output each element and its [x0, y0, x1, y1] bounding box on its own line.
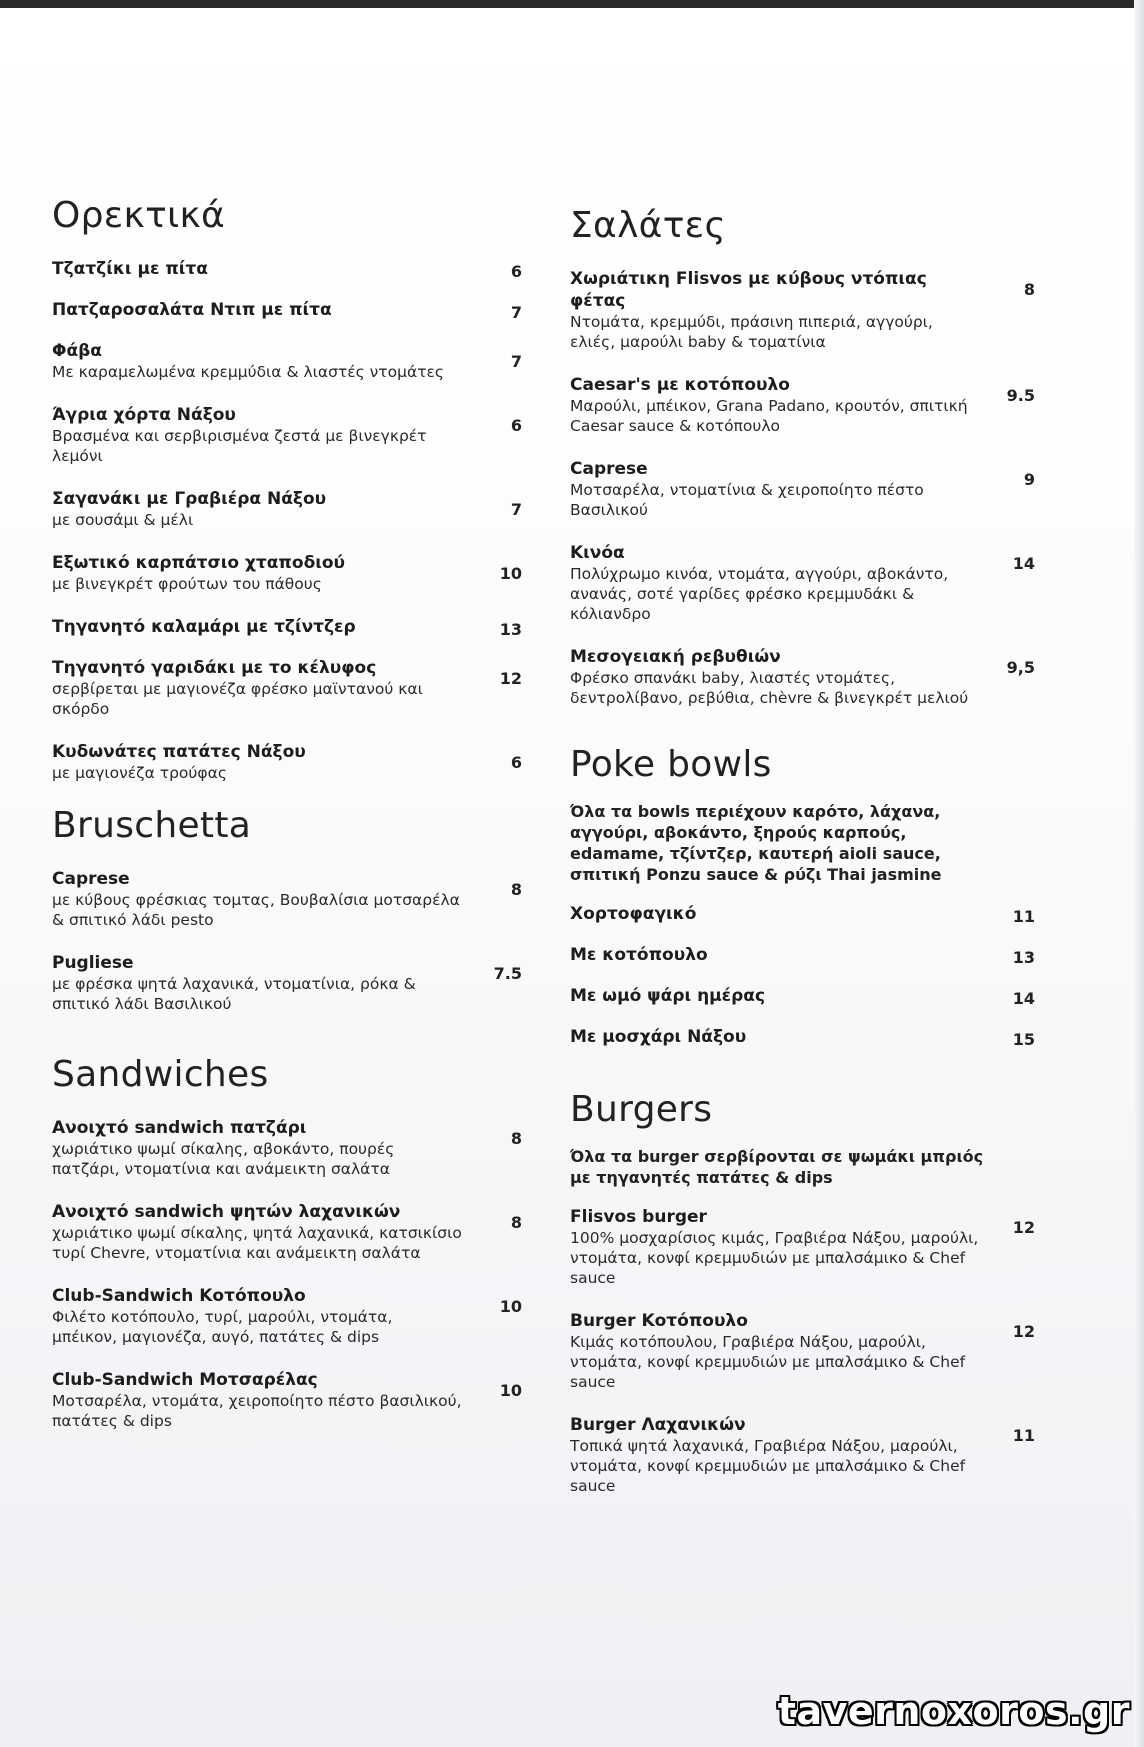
menu-item-text [570, 1206, 980, 1288]
menu-item-name: Τηγανητό καλαμάρι με τζίντζερ [52, 617, 356, 637]
section-intro: Όλα τα bowls περιέχουν καρότο, λάχανα, αγγούρι, αβοκάντο, ξηρούς καρπούς, edamame, τζίντζερ, καυτερή aioli sauce, σπιτική Ponzu sauce & ρύζι Thai jasmine [570, 802, 942, 884]
menu-item-text [570, 1414, 980, 1496]
menu-item [570, 1310, 1035, 1392]
menu-item-description: Πολύχρωμο κινόα, ντομάτα, αγγούρι, αβοκάντο, ανανάς, σοτέ γαρίδες φρέσκο κρεμμυδάκι & κόλιανδρο [570, 565, 949, 623]
menu-item-name: Κινόα [570, 543, 625, 563]
menu-item-description: Βρασμένα και σερβιρισμένα ζεστά με βινεγκρέτ λεμόνι [52, 427, 427, 465]
menu-item [52, 488, 522, 530]
menu-section [52, 805, 522, 1014]
menu-section [52, 195, 522, 783]
menu-item [570, 944, 1035, 967]
section-intro: Όλα τα burger σερβίρονται σε ψωμάκι μπριός με τηγανητές πατάτες & dips [570, 1147, 984, 1187]
menu-item-name: Με ωμό ψάρι ημέρας [570, 986, 766, 1006]
menu-item-name: Χωριάτικη Flisvos με κύβους ντόπιας φέτας [570, 269, 927, 311]
menu-item-text [52, 299, 462, 321]
menu-item-text [52, 258, 462, 280]
menu-item [570, 985, 1035, 1008]
menu-item-text [52, 1117, 462, 1179]
menu-item-text [570, 1026, 980, 1048]
menu-item [52, 1117, 522, 1179]
menu-item-description: με κύβους φρέσκιας τομτας, Βουβαλίσια μοτσαρέλα & σπιτικό λάδι pesto [52, 891, 460, 929]
menu-item-text [570, 646, 980, 708]
menu-item-price: 10 [499, 1297, 522, 1316]
menu-item-description: χωριάτικο ψωμί σίκαλης, αβοκάντο, πουρές πατζάρι, ντοματίνια και ανάμεικτη σαλάτα [52, 1140, 395, 1178]
menu-item [570, 458, 1035, 520]
menu-item [52, 616, 522, 639]
menu-item [570, 374, 1035, 436]
menu-item-text [570, 1310, 980, 1392]
menu-item-price: 14 [1012, 989, 1035, 1008]
menu-item-price: 10 [499, 1381, 522, 1400]
menu-item-description: Μαρούλι, μπέικον, Grana Padano, κρουτόν, σπιτική Caesar sauce & κοτόπουλο [570, 397, 968, 435]
menu-item [570, 268, 1035, 352]
section-title: Bruschetta [52, 805, 252, 846]
menu-item-description: με μαγιονέζα τρούφας [52, 764, 227, 782]
menu-item-price: 8 [510, 880, 522, 899]
menu-item-text [570, 458, 980, 520]
menu-item [52, 340, 522, 382]
section-title: Ορεκτικά [52, 195, 226, 236]
menu-item-description: σερβίρεται με μαγιονέζα φρέσκο μαϊντανού και σκόρδο [52, 680, 423, 718]
menu-item-price: 13 [499, 620, 522, 639]
menu-item-name: Φάβα [52, 341, 102, 361]
menu-item-name: Ανοιχτό sandwich πατζάρι [52, 1118, 307, 1138]
menu-item-text [52, 741, 462, 783]
menu-item-price: 14 [1012, 554, 1035, 573]
menu-item-name: Burger Κοτόπουλο [570, 1311, 748, 1331]
menu-item [52, 952, 522, 1014]
site-watermark: tavernoxoros.gr [777, 1689, 1130, 1733]
section-title: Burgers [570, 1089, 713, 1130]
menu-item-price: 7 [510, 303, 522, 322]
menu-item-price: 9,5 [1006, 658, 1035, 677]
left-column [52, 195, 522, 1453]
section-title: Poke bowls [570, 744, 772, 785]
menu-item-price: 12 [499, 669, 522, 688]
menu-item-name: Εξωτικό καρπάτσιο χταποδιού [52, 553, 346, 573]
menu-item-name: Μεσογειακή ρεβυθιών [570, 647, 781, 667]
menu-item-description: χωριάτικο ψωμί σίκαλης, ψητά λαχανικά, κατσικίσιο τυρί Chevre, ντοματίνια και ανάμεικτη σαλάτα [52, 1224, 462, 1262]
menu-item-description: Μοτσαρέλα, ντομάτα, χειροποίητο πέστο βασιλικού, πατάτες & dips [52, 1392, 462, 1430]
menu-item-text [52, 552, 462, 594]
menu-item [52, 299, 522, 322]
menu-item-name: Με μοσχάρι Νάξου [570, 1027, 747, 1047]
menu-item-price: 12 [1012, 1218, 1035, 1237]
menu-item-description: Κιμάς κοτόπουλου, Γραβιέρα Νάξου, μαρούλι, ντομάτα, κονφί κρεμμυδιών με μπαλσάμικο & Chef sauce [570, 1333, 966, 1391]
menu-item-description: με βινεγκρέτ φρούτων του πάθους [52, 575, 322, 593]
menu-item [52, 657, 522, 719]
menu-item [570, 1206, 1035, 1288]
menu-section [570, 744, 1035, 1049]
menu-item-price: 6 [510, 416, 522, 435]
menu-item [570, 542, 1035, 624]
menu-item-text [52, 340, 462, 382]
section-title: Σαλάτες [570, 205, 726, 246]
menu-item [52, 404, 522, 466]
menu-item-name: Ανοιχτό sandwich ψητών λαχανικών [52, 1202, 401, 1222]
menu-section [570, 1089, 1035, 1496]
menu-item-text [52, 1201, 462, 1263]
menu-item-text [52, 404, 462, 466]
menu-item-text [52, 868, 462, 930]
menu-item-price: 9.5 [1006, 386, 1035, 405]
menu-item-name: Τηγανητό γαριδάκι με το κέλυφος [52, 658, 377, 678]
menu-item-description: Μοτσαρέλα, ντοματίνια & χειροποίητο πέστο Βασιλικού [570, 481, 924, 519]
menu-item-text [52, 657, 462, 719]
menu-item-price: 7.5 [493, 964, 522, 983]
menu-item-name: Άγρια χόρτα Νάξου [52, 405, 236, 425]
menu-item-price: 8 [510, 1213, 522, 1232]
menu-item-price: 13 [1012, 948, 1035, 967]
menu-item [52, 1201, 522, 1263]
menu-item [52, 258, 522, 281]
menu-item [52, 741, 522, 783]
menu-item-price: 7 [510, 352, 522, 371]
menu-item-name: Caprese [570, 459, 648, 479]
menu-item-name: Με κοτόπουλο [570, 945, 708, 965]
menu-item-name: Κυδωνάτες πατάτες Νάξου [52, 742, 306, 762]
menu-item-text [570, 542, 980, 624]
menu-item-price: 10 [499, 564, 522, 583]
menu-item-price: 6 [510, 262, 522, 281]
menu-item [52, 1369, 522, 1431]
menu-item-text [52, 1285, 462, 1347]
menu-section [570, 205, 1035, 708]
menu-item-description: με σουσάμι & μέλι [52, 511, 194, 529]
menu-item [52, 552, 522, 594]
menu-item-price: 7 [510, 500, 522, 519]
menu-item-price: 9 [1023, 470, 1035, 489]
menu-item [570, 1414, 1035, 1496]
menu-item-description: Φιλέτο κοτόπουλο, τυρί, μαρούλι, ντομάτα, μπέικον, μαγιονέζα, αυγό, πατάτες & dips [52, 1308, 393, 1346]
menu-item-name: Τζατζίκι με πίτα [52, 259, 208, 279]
photo-right-edge [1134, 0, 1144, 1747]
menu-item-name: Σαγανάκι με Γραβιέρα Νάξου [52, 489, 327, 509]
menu-section [52, 1054, 522, 1431]
menu-item-price: 8 [510, 1129, 522, 1148]
menu-item-name: Club-Sandwich Κοτόπουλο [52, 1286, 306, 1306]
menu-item-name: Club-Sandwich Μοτσαρέλας [52, 1370, 318, 1390]
menu-item-description: Ντομάτα, κρεμμύδι, πράσινη πιπεριά, αγγούρι, ελιές, μαρούλι baby & τοματίνια [570, 313, 933, 351]
menu-item-text [570, 374, 980, 436]
menu-item [570, 903, 1035, 926]
menu-item-price: 12 [1012, 1322, 1035, 1341]
menu-item-text [52, 488, 462, 530]
menu-item-description: Τοπικά ψητά λαχανικά, Γραβιέρα Νάξου, μαρούλι, ντομάτα, κονφί κρεμμυδιών με μπαλσάμικο & Chef sauce [570, 1437, 966, 1495]
menu-item-name: Pugliese [52, 953, 134, 973]
menu-item [52, 1285, 522, 1347]
menu-item-price: 8 [1023, 280, 1035, 299]
menu-item-price: 11 [1012, 907, 1035, 926]
menu-item-price: 6 [510, 753, 522, 772]
menu-item-text [52, 952, 462, 1014]
menu-item-text [570, 268, 980, 352]
menu-item-name: Πατζαροσαλάτα Ντιπ με πίτα [52, 300, 332, 320]
menu-item-name: Flisvos burger [570, 1207, 707, 1227]
menu-item-description: με φρέσκα ψητά λαχανικά, ντοματίνια, ρόκα & σπιτικό λάδι Βασιλικού [52, 975, 416, 1013]
menu-item-description: 100% μοσχαρίσιος κιμάς, Γραβιέρα Νάξου, μαρούλι, ντομάτα, κονφί κρεμμυδιών με μπαλσάμικο & Chef sauce [570, 1229, 979, 1287]
menu-item-text [570, 903, 980, 925]
menu-item-name: Caprese [52, 869, 130, 889]
menu-item [570, 1026, 1035, 1049]
menu-item-text [52, 616, 462, 638]
menu-item-text [570, 944, 980, 966]
menu-item-description: Με καραμελωμένα κρεμμύδια & λιαστές ντομάτες [52, 363, 445, 381]
menu-item-text [52, 1369, 462, 1431]
menu-item-name: Caesar's με κοτόπουλο [570, 375, 790, 395]
menu-item [52, 868, 522, 930]
menu-item-name: Χορτοφαγικό [570, 904, 697, 924]
menu-item-description: Φρέσκο σπανάκι baby, λιαστές ντομάτες, δεντρολίβανο, ρεβύθια, chèvre & βινεγκρέτ μελιού [570, 669, 969, 707]
menu-item-price: 15 [1012, 1030, 1035, 1049]
menu-item [570, 646, 1035, 708]
menu-item-text [570, 985, 980, 1007]
menu-item-name: Burger Λαχανικών [570, 1415, 746, 1435]
right-column [570, 205, 1035, 1518]
menu-item-price: 11 [1012, 1426, 1035, 1445]
section-title: Sandwiches [52, 1054, 269, 1095]
